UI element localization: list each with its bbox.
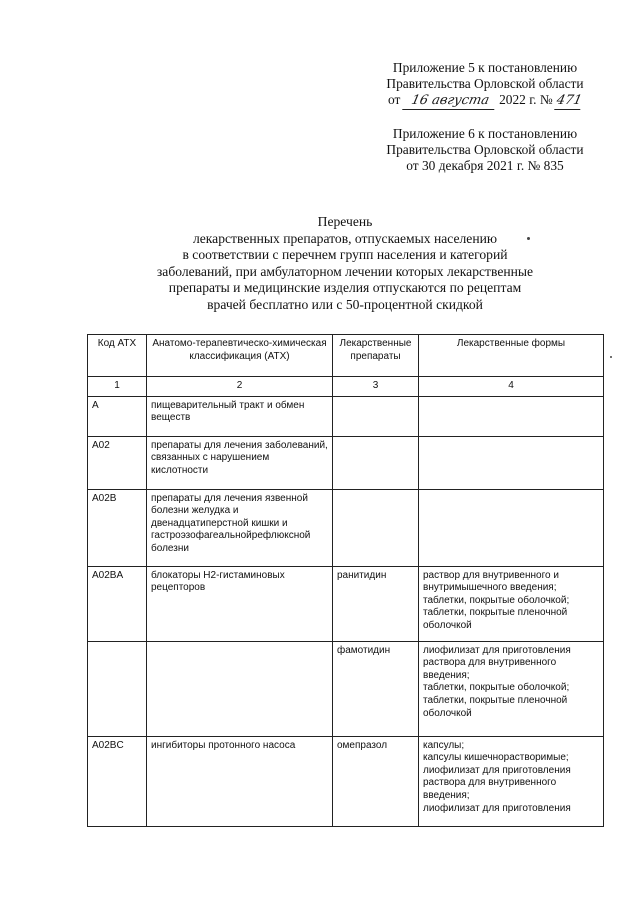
- cell-classification: пищеварительный тракт и обмен веществ: [147, 396, 333, 436]
- form-item: лиофилизат для приготовления раствора для внутривенного введения;: [423, 764, 571, 801]
- appendix6-line3: от 30 декабря 2021 г. № 835: [406, 158, 564, 173]
- cell-forms: [419, 641, 604, 736]
- cell-drug: омепразол: [333, 736, 419, 826]
- cell-classification: блокаторы Н2-гистаминовых рецепторов: [147, 566, 333, 641]
- table-row: [88, 396, 604, 436]
- scan-speck: [610, 356, 612, 358]
- form-item: капсулы;: [423, 739, 465, 751]
- appendix6-line1: Приложение 6 к постановлению: [392, 126, 578, 141]
- header-drugs: Лекарственные препараты: [333, 335, 419, 377]
- handwritten-number: 471: [555, 93, 584, 108]
- table-row: [88, 489, 604, 566]
- table-row: [88, 736, 604, 826]
- scan-speck: [527, 237, 530, 240]
- appendix5-year: 2022 г. №: [499, 92, 553, 107]
- column-number-row: [88, 377, 604, 397]
- form-item: лиофилизат для приготовления: [423, 802, 571, 814]
- cell-code: A: [88, 396, 147, 436]
- cell-drug: [333, 489, 419, 566]
- table-row: [88, 641, 604, 736]
- form-item: раствор для внутривенного и внутримышечного введения;: [423, 569, 559, 594]
- title-line: препараты и медицинские изделия отпускаются по рецептам: [168, 280, 522, 296]
- cell-code: [88, 641, 147, 736]
- title-line: заболеваний, при амбулаторном лечении которых лекарственные: [156, 263, 534, 279]
- cell-code: A02BC: [88, 736, 147, 826]
- handwritten-date: 16 августа: [402, 93, 498, 110]
- appendix5-line1: Приложение 5 к постановлению: [392, 60, 578, 75]
- table-row: [88, 436, 604, 489]
- form-item: таблетки, покрытые оболочкой;: [423, 682, 570, 694]
- cell-forms: [419, 736, 604, 826]
- form-item: лиофилизат для приготовления раствора для внутривенного введения;: [423, 644, 571, 681]
- form-item: таблетки, покрытые пленочной оболочкой: [423, 607, 568, 631]
- column-number: 3: [333, 377, 419, 397]
- cell-classification: препараты для лечения язвенной болезни желудка и двенадцатиперстной кишки и гастроэзофагеальнойрефлюксной болезни: [147, 489, 333, 566]
- cell-code: A02B: [88, 489, 147, 566]
- cell-forms: [419, 566, 604, 641]
- appendix5-line2: Правительства Орловской области: [386, 76, 584, 91]
- cell-drug: ранитидин: [333, 566, 419, 641]
- form-item: капсулы кишечнорастворимые;: [423, 752, 569, 764]
- cell-code: A02: [88, 436, 147, 489]
- form-item: таблетки, покрытые оболочкой;: [423, 594, 570, 606]
- appendix5-date-line: [360, 92, 610, 110]
- cell-drug: фамотидин: [333, 641, 419, 736]
- cell-classification: ингибиторы протонного насоса: [147, 736, 333, 826]
- cell-forms: [419, 489, 604, 566]
- column-number: 4: [419, 377, 604, 397]
- document-title: [120, 214, 570, 314]
- cell-classification: препараты для лечения заболеваний, связанных с нарушением кислотности: [147, 436, 333, 489]
- cell-drug: [333, 436, 419, 489]
- cell-forms: [419, 396, 604, 436]
- appendix6-line2: Правительства Орловской области: [386, 142, 584, 157]
- table-header-row: [88, 335, 604, 377]
- cell-forms: [419, 436, 604, 489]
- document-header: [360, 60, 610, 174]
- column-number: 2: [147, 377, 333, 397]
- table-row: [88, 566, 604, 641]
- header-classification: Анатомо-терапевтическо-химическая классификация (АТХ): [147, 335, 333, 377]
- header-forms: Лекарственные формы: [419, 335, 604, 377]
- title-heading: Перечень: [317, 214, 373, 229]
- cell-code: A02BA: [88, 566, 147, 641]
- title-line: врачей бесплатно или с 50-процентной скидкой: [207, 296, 483, 312]
- form-item: таблетки, покрытые пленочной оболочкой: [423, 694, 568, 719]
- cell-drug: [333, 396, 419, 436]
- appendix5-prefix: от: [387, 92, 401, 107]
- title-line: лекарственных препаратов, отпускаемых населению: [192, 230, 498, 246]
- atx-table: [87, 334, 604, 827]
- title-line: в соответствии с перечнем групп населения и категорий: [182, 247, 508, 263]
- cell-classification: [147, 641, 333, 736]
- column-number: 1: [88, 377, 147, 397]
- header-code: Код АТХ: [88, 335, 147, 377]
